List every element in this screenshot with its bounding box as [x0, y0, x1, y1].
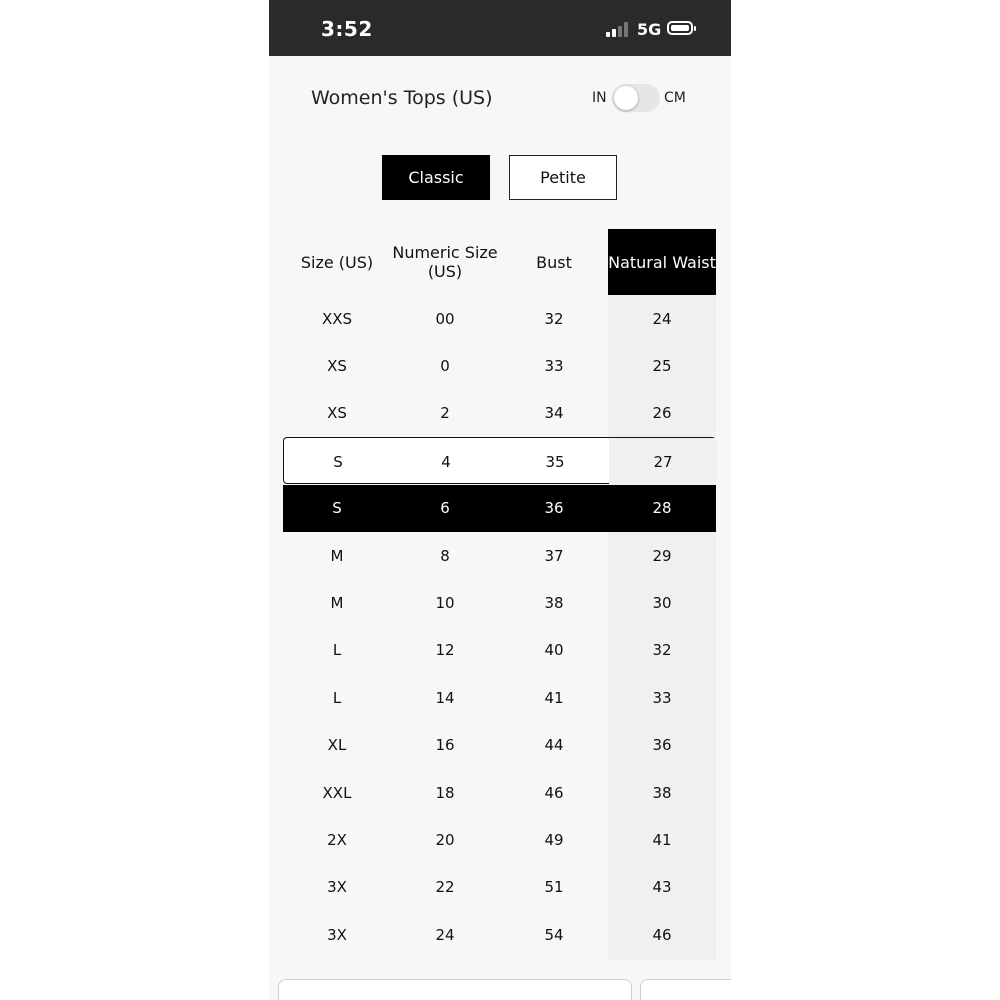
cell-numeric-size: 2 — [440, 404, 450, 423]
column-header-size[interactable]: Size (US) — [300, 252, 374, 272]
cell-bust: 54 — [544, 925, 564, 944]
toggle-knob — [614, 86, 638, 110]
cell-numeric-size: 12 — [435, 641, 455, 660]
cell-bust: 36 — [544, 499, 564, 518]
cell-natural-waist: 32 — [652, 641, 672, 660]
table-row[interactable] — [283, 532, 716, 579]
table-row[interactable] — [283, 390, 716, 437]
table-row[interactable] — [283, 674, 716, 721]
table-row[interactable] — [283, 816, 716, 863]
cell-size: S — [333, 452, 343, 471]
cell-numeric-size: 8 — [440, 546, 450, 565]
cell-size: S — [332, 499, 342, 518]
cell-bust: 34 — [544, 404, 564, 423]
cell-numeric-size: 4 — [441, 452, 451, 471]
cell-natural-waist: 36 — [652, 736, 672, 755]
cell-bust: 37 — [544, 546, 564, 565]
cell-numeric-size: 00 — [435, 309, 455, 328]
cell-bust: 44 — [544, 736, 564, 755]
column-header-bust[interactable]: Bust — [536, 252, 572, 272]
status-time: 3:52 — [321, 17, 373, 41]
page-title: Women's Tops (US) — [311, 87, 493, 109]
cell-natural-waist: 30 — [652, 593, 672, 612]
cell-natural-waist: 38 — [652, 783, 672, 802]
cell-natural-waist: 27 — [609, 438, 717, 485]
cell-natural-waist: 43 — [652, 878, 672, 897]
column-header-numeric-size[interactable]: Numeric Size (US) — [392, 243, 498, 281]
cell-size: XXL — [322, 783, 352, 802]
phone-screen — [269, 0, 731, 1000]
cell-bust: 38 — [544, 593, 564, 612]
cell-numeric-size: 6 — [440, 499, 450, 518]
cellular-signal-icon — [606, 21, 632, 37]
cell-numeric-size: 14 — [435, 688, 455, 707]
table-row[interactable] — [283, 722, 716, 769]
cell-numeric-size: 22 — [435, 878, 455, 897]
cell-natural-waist: 24 — [652, 309, 672, 328]
table-row[interactable] — [283, 627, 716, 674]
status-bar — [269, 0, 731, 56]
cell-size: XS — [327, 404, 347, 423]
cell-size: L — [332, 641, 342, 660]
cell-numeric-size: 20 — [435, 830, 455, 849]
cell-numeric-size: 18 — [435, 783, 455, 802]
cell-bust: 40 — [544, 641, 564, 660]
table-row[interactable] — [283, 864, 716, 911]
cell-bust: 33 — [544, 356, 564, 375]
cell-natural-waist: 28 — [652, 499, 672, 518]
unit-toggle[interactable] — [612, 84, 660, 112]
network-type: 5G — [637, 20, 662, 39]
battery-icon — [667, 21, 693, 35]
cell-size: XL — [327, 736, 347, 755]
unit-label-in: IN — [592, 90, 607, 106]
bottom-card[interactable] — [640, 979, 731, 1000]
cell-size: 3X — [327, 925, 347, 944]
cell-natural-waist: 25 — [652, 356, 672, 375]
table-row[interactable] — [283, 437, 716, 484]
cell-size: M — [330, 546, 344, 565]
tab-petite[interactable]: Petite — [509, 155, 617, 200]
cell-bust: 51 — [544, 878, 564, 897]
cell-bust: 32 — [544, 309, 564, 328]
cell-size: XXS — [321, 309, 353, 328]
cell-size: XS — [327, 356, 347, 375]
cell-numeric-size: 16 — [435, 736, 455, 755]
table-row[interactable] — [283, 579, 716, 626]
cell-natural-waist: 33 — [652, 688, 672, 707]
cell-numeric-size: 24 — [435, 925, 455, 944]
table-row[interactable] — [283, 769, 716, 816]
bottom-card[interactable] — [278, 979, 632, 1000]
cell-bust: 46 — [544, 783, 564, 802]
table-row[interactable] — [283, 295, 716, 342]
cell-bust: 41 — [544, 688, 564, 707]
cell-bust: 35 — [545, 452, 565, 471]
cell-size: 2X — [327, 830, 347, 849]
column-header-natural-waist[interactable]: Natural Waist — [608, 229, 716, 295]
cell-size: M — [330, 593, 344, 612]
cell-size: 3X — [327, 878, 347, 897]
cell-numeric-size: 10 — [435, 593, 455, 612]
cell-natural-waist: 46 — [652, 925, 672, 944]
tab-classic[interactable]: Classic — [382, 155, 490, 200]
cell-natural-waist: 29 — [652, 546, 672, 565]
cell-size: L — [332, 688, 342, 707]
unit-label-cm: CM — [664, 90, 686, 106]
cell-bust: 49 — [544, 830, 564, 849]
table-row[interactable] — [283, 485, 716, 532]
cell-natural-waist: 26 — [652, 404, 672, 423]
cell-numeric-size: 0 — [440, 356, 450, 375]
cell-natural-waist: 41 — [652, 830, 672, 849]
table-row[interactable] — [283, 911, 716, 958]
table-row[interactable] — [283, 342, 716, 389]
